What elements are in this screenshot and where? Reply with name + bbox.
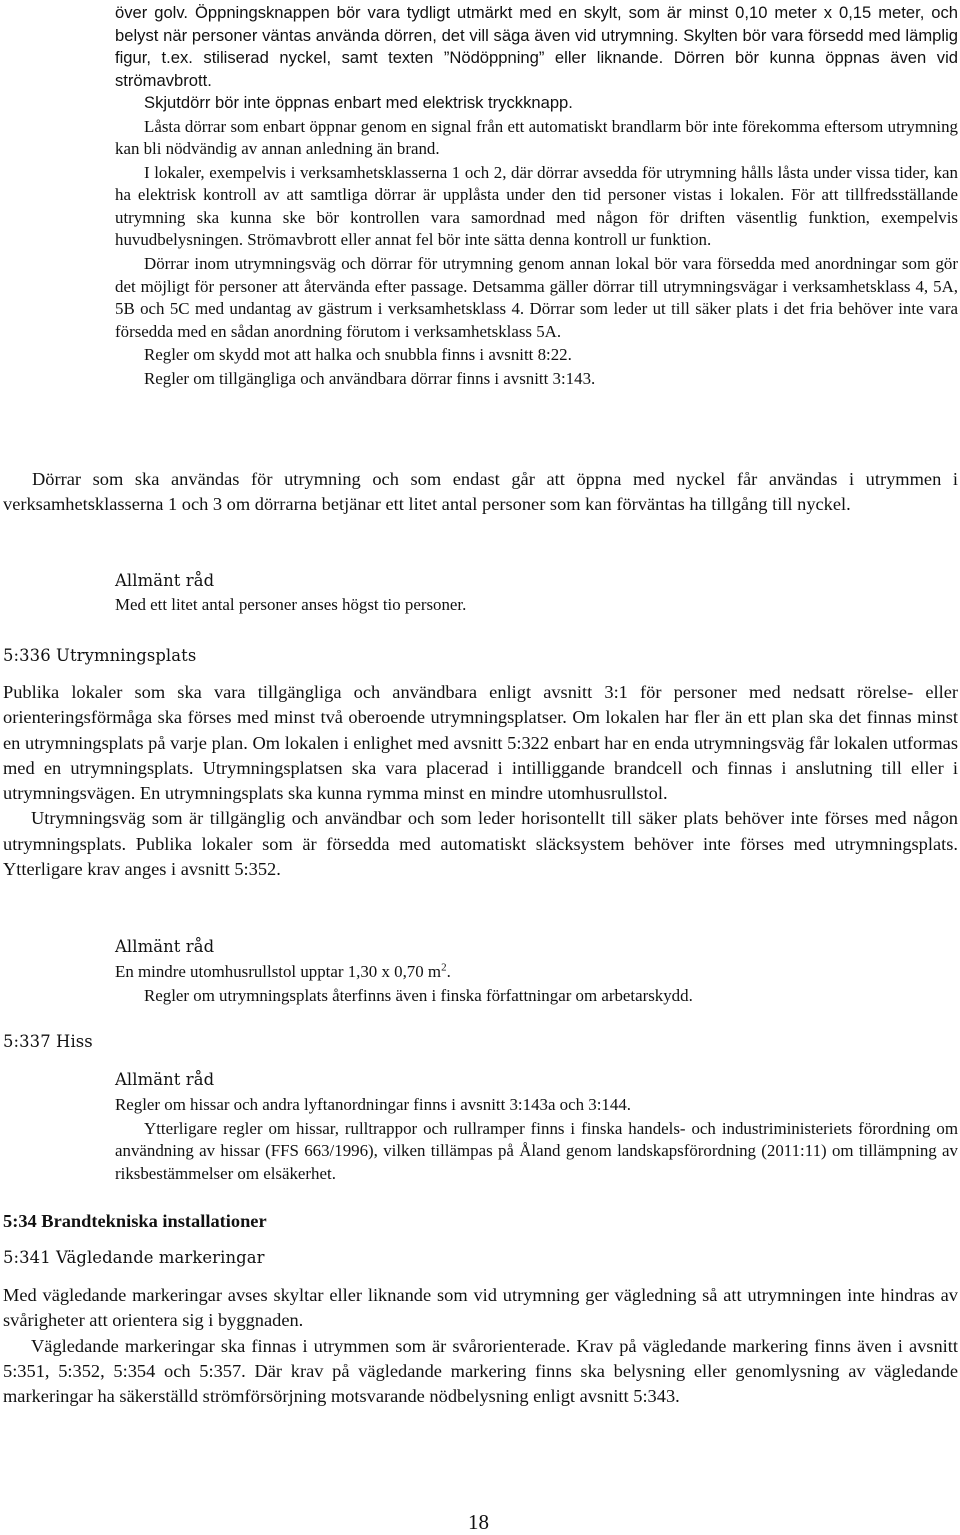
paragraph: Regler om tillgängliga och användbara dörrar finns i avsnitt 3:143.: [144, 369, 596, 389]
general-advice-continuation: [115, 2, 958, 391]
paragraph: Regler om utrymningsplats återfinns även i finska författningar om arbetarskydd.: [144, 985, 693, 1005]
superscript: 2: [441, 961, 447, 974]
paragraph: Regler om skydd mot att halka och snubbla finns i avsnitt 8:22.: [144, 345, 572, 365]
paragraph: Med vägledande markeringar avses skyltar eller liknande som vid utrymning ger vägledning så att utrymningen inte hindras av svårigheter att orientera sig i byggnaden.: [3, 1285, 958, 1331]
advice-label: Allmänt råd: [115, 1070, 215, 1089]
paragraph: Vägledande markeringar ska finnas i utrymmen som är svårorienterade. Krav på vägledande markering finns även i avsnitt 5:351, 5:352, 5:354 och 5:357. Där krav på vägledande markering finns ska belysning eller genomlysning av vägledande markeringar ha säkerställd strömförsörjning motsvarande nödbelysning enligt avsnitt 5:343.: [3, 1335, 958, 1407]
section-heading-5-337: 5:337 Hiss: [3, 1032, 93, 1051]
paragraph: Ytterligare regler om hissar, rulltrappor och rullramper finns i finska handels- och industriministeriets förordning om användning av hissar (FFS 663/1996), vilken tillämpas på Åland genom landskapsförordning (2011:11) om tillämpning av riksbestämmelser om elsäkerhet.: [115, 1118, 958, 1183]
section-5-336-body: [3, 680, 958, 882]
general-advice-3: [115, 1069, 958, 1185]
section-heading-5-336: 5:336 Utrymningsplats: [3, 646, 197, 665]
paragraph: Med ett litet antal personer anses högst tio personer.: [115, 595, 467, 614]
section-5-341-body: [3, 1283, 958, 1409]
section-heading-5-341: 5:341 Vägledande markeringar: [3, 1248, 265, 1267]
rule-paragraph-key-doors: [3, 467, 958, 518]
paragraph: Utrymningsväg som är tillgänglig och användbar och som leder horisontellt till säker plats behöver inte förses med någon utrymningsplats. Publika lokaler som är försedda med automatiskt släcksystem behöver inte förses med utrymningsplats. Ytterligare krav anges i avsnitt 5:352.: [3, 808, 958, 880]
paragraph: [115, 961, 958, 984]
paragraph: Dörrar som ska användas för utrymning och som endast går att öppna med nyckel får användas i utrymmen i verksamhetsklasserna 1 och 3 om dörrarna betjänar ett litet antal personer som kan förväntas ha tillgång till nyckel.: [3, 469, 958, 515]
paragraph: Publika lokaler som ska vara tillgängliga och användbara enligt avsnitt 3:1 för personer med nedsatt rörelse- eller orienteringsförmåga ska förses med minst två oberoende utrymningsplatser. Om lokalen har fler än ett plan ska det finnas minst en utrymningsplats på varje plan. Om lokalen i enlighet med avsnitt 5:322 enbart har en enda utrymningsväg får lokalen utformas med en utrymningsplats. Utrymningsplatsen ska vara placerad i intilliggande brandcell och finnas i anslutning till eller i utrymningsvägen. En utrymningsplats ska kunna rymma minst en mindre utomhusrullstol.: [3, 682, 958, 804]
paragraph: I lokaler, exempelvis i verksamhetsklasserna 1 och 2, där dörrar avsedda för utrymning hålls låsta under vissa tider, kan ha elektrisk kontroll av att samtliga dörrar är upplåsta under den tid personer vistas i lokalen. För att tillfredsställande utrymning ska kunna ske bör kontrollen vara samordnad med någon för driften väsentlig funktion, exempelvis huvudbelysningen. Strömavbrott eller annat fel bör inte sätta denna kontroll ur funktion.: [115, 162, 958, 250]
page-number: 18: [468, 1510, 489, 1534]
paragraph: över golv. Öppningsknappen bör vara tydligt utmärkt med en skylt, som är minst 0,10 meter x 0,15 meter, och belyst när personer väntas använda dörren, det vill säga även vid utrymning. Skylten bör vara försedd med lämplig figur, t.ex. stiliserad nyckel, samt texten ”Nödöppning” eller liknande. Dörren bör kunna öppnas även vid strömavbrott.: [115, 3, 958, 90]
paragraph: Dörrar inom utrymningsväg och dörrar för utrymning genom annan lokal bör vara försedda med anordningar som gör det möjligt för personer att återvända efter passage. Detsamma gäller dörrar till utrymningsvägar i verksamhetsklass 4, 5A, 5B och 5C med undantag av gästrum i verksamhetsklass 4. Dörrar som leder ut till säker plats i det fria behöver inte vara försedda med en sådan anordning förutom i verksamhetsklass 5A.: [115, 254, 958, 341]
general-advice-2: [115, 936, 958, 1007]
advice-label: Allmänt råd: [115, 571, 215, 590]
paragraph: Skjutdörr bör inte öppnas enbart med elektrisk tryckknapp.: [144, 93, 573, 112]
paragraph: Regler om hissar och andra lyftanordningar finns i avsnitt 3:143a och 3:144.: [115, 1095, 631, 1114]
general-advice-1: [115, 570, 958, 617]
advice-label: Allmänt råd: [115, 937, 215, 956]
section-heading-5-34: 5:34 Brandtekniska installationer: [3, 1211, 267, 1231]
paragraph: Låsta dörrar som enbart öppnar genom en signal från ett automatiskt brandlarm bör inte förekomma eftersom utrymning kan bli nödvändig av annan anledning än brand.: [115, 116, 958, 159]
advice-text: En mindre utomhusrullstol upptar 1,30 x 0,70 m: [115, 962, 442, 981]
punctuation: .: [446, 962, 451, 981]
